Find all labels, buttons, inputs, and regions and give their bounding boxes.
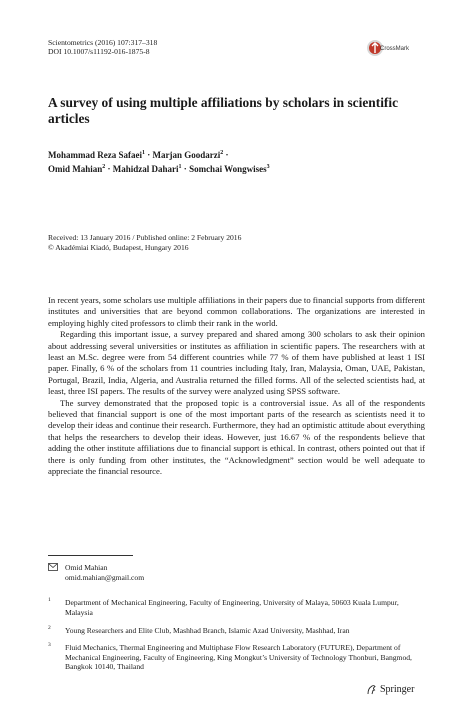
affiliation-number: 3: [48, 642, 51, 648]
affiliation-number: 1: [48, 597, 51, 603]
author-line-2: [48, 161, 428, 175]
affiliation-2: [48, 626, 428, 636]
article-title: A survey of using multiple affiliations by scholars in scientific articles: [48, 95, 399, 126]
affiliation-text: Young Researchers and Elite Club, Mashhad Branch, Islamic Azad University, Mashhad, Iran: [65, 626, 350, 635]
author-affiliation-mark: 1: [178, 164, 182, 170]
publisher-name: Springer: [380, 684, 415, 695]
mail-icon: [48, 563, 58, 571]
footnote-divider: [48, 555, 133, 556]
springer-horse-icon: [366, 684, 377, 695]
author-affiliation-mark: 2: [220, 150, 224, 156]
publisher-logo: [366, 684, 414, 695]
author-list: [48, 147, 428, 175]
author-separator: ·: [105, 164, 113, 174]
author-separator: ·: [145, 150, 153, 160]
body-paragraph: In recent years, some scholars use multiple affiliations in their papers due to financial supports from different institutes and universities that are beyond common collaborations. The organizations are interested in employing highly cited professors to climb their rank in the world.: [48, 295, 425, 328]
journal-citation: Scientometrics (2016) 107:317–318: [48, 38, 158, 47]
doi-link[interactable]: DOI 10.1007/s11192-016-1875-8: [48, 47, 150, 56]
author-name[interactable]: Omid Mahian: [48, 164, 103, 174]
affiliation-text: Department of Mechanical Engineering, Faculty of Engineering, University of Malaya, 50603 Kuala Lumpur, Malaysia: [65, 598, 399, 617]
body-paragraph: The survey demonstrated that the proposed topic is a controversial issue. As all of the respondents believed that financial support is one of the most important parts of the research as scientists need it to develop their ideas and continue their research. Furthermore, they had an optimistic attitude about everything that helps the researchers to develop their ideas. However, just 16.67 % of the respondents believe that adding the other institute affiliations due to financial support is ethical. In contrast, others pointed out that if there is only funding from other institutes, the “Acknowledgment” section would be well adequate to appreciate the financial resource.: [48, 397, 425, 477]
author-separator: ·: [223, 150, 229, 160]
publication-history: [48, 233, 241, 252]
affiliation-text: Fluid Mechanics, Thermal Engineering and Multiphase Flow Research Laboratory (FUTURE), Department of Mechanical Engineering, Faculty of Engineering, King Mongkut’s University of Technology Thonburi, Bangmod, Bangkok 10140, Thailand: [65, 643, 412, 672]
author-name[interactable]: Marjan Goodarzi: [152, 150, 221, 160]
author-name[interactable]: Mohammad Reza Safaei: [48, 150, 142, 160]
received-dates: Received: 13 January 2016 / Published online: 2 February 2016: [48, 233, 242, 242]
corresponding-author-name: Omid Mahian: [65, 563, 108, 572]
author-affiliation-mark: 3: [266, 164, 270, 170]
affiliation-3: [48, 643, 428, 672]
author-affiliation-mark: 1: [142, 150, 145, 156]
crossmark-label[interactable]: CrossMark: [380, 46, 410, 52]
author-name[interactable]: Mahidzal Dahari: [112, 164, 179, 174]
author-name[interactable]: Somchai Wongwises: [189, 164, 267, 174]
author-affiliation-mark: 2: [102, 164, 106, 170]
body-paragraph: Regarding this important issue, a survey prepared and shared among 300 scholars to ask their opinion about addressing several universities or institutes as affiliation in scientific papers. The researchers with at least an M.Sc. degree were from 54 different countries while 77 % of them have published at least 1 ISI paper. Finally, 6 % of the scholars from 11 countries including Italy, Iran, Malaysia, Oman, UAE, Pakistan, Portugal, Brazil, India, Algeria, and Australia returned the filled forms. All of the selected scientists had, at least, three ISI papers. The results of the survey were analyzed using SPSS software.: [48, 329, 425, 397]
affiliation-number: 2: [48, 625, 51, 631]
copyright-notice: © Akadémiai Kiadó, Budapest, Hungary 2016: [48, 242, 189, 252]
affiliation-1: [48, 598, 428, 617]
article-body: [48, 295, 425, 478]
author-separator: ·: [181, 164, 190, 174]
corresponding-author-email[interactable]: omid.mahian@gmail.com: [65, 573, 145, 582]
author-line-1: [48, 147, 428, 161]
